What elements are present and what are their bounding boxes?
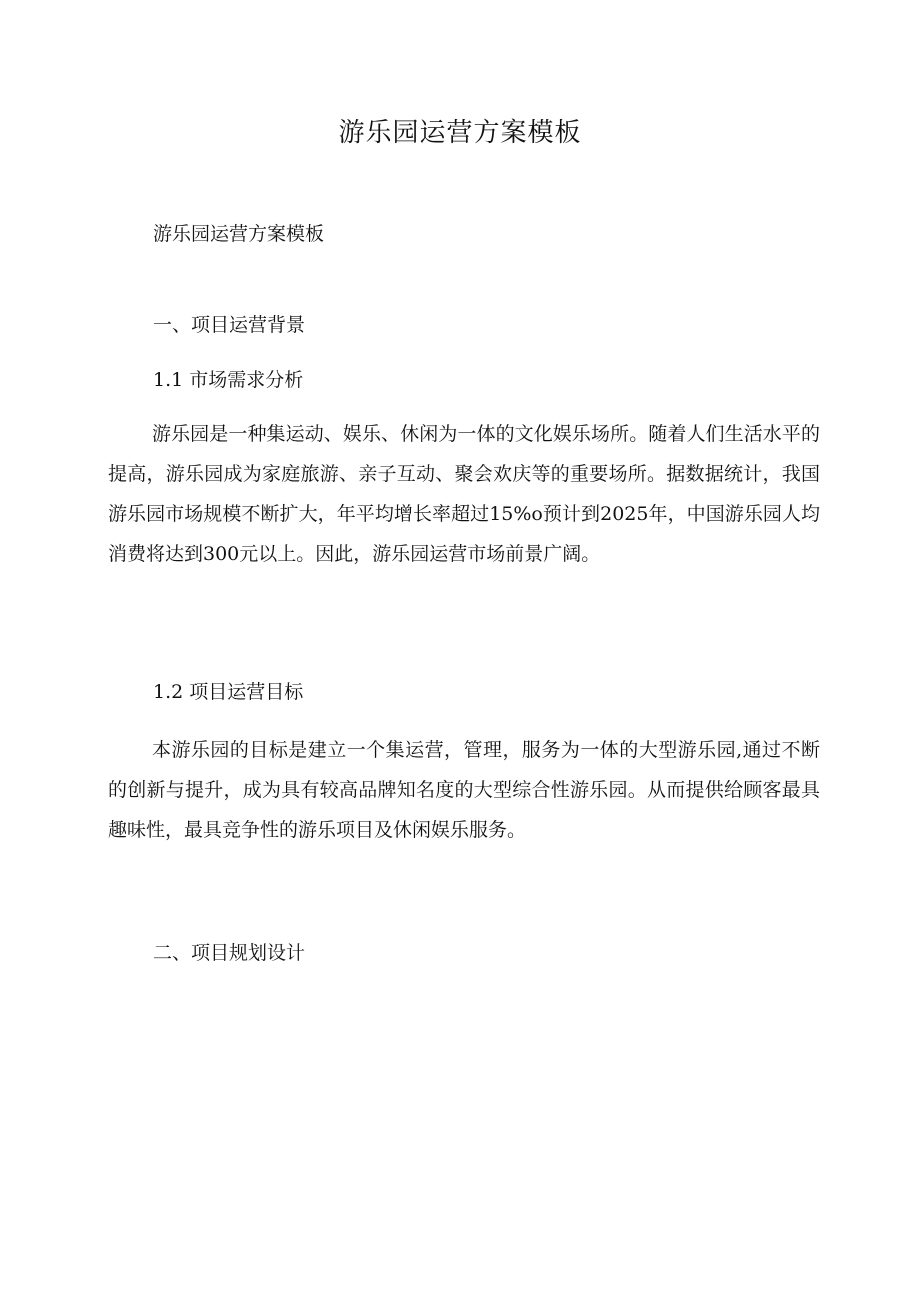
section-2-heading: 二、项目规划设计 [153, 942, 306, 964]
section-1-2-heading: 1.2 项目运营目标 [153, 681, 304, 703]
section-1-1-body: 游乐园是一种集运动、娱乐、休闲为一体的文化娱乐场所。随着人们生活水平的提高，游乐园成为家庭旅游、亲子互动、聚会欢庆等的重要场所。据数据统计，我国游乐园市场规模不断扩大，年平均增长率超过15%o预计到2025年，中国游乐园人均消费将达到300元以上。因此，游乐园运营市场前景广阔。 [108, 423, 820, 565]
section-1-1-heading: 1.1 市场需求分析 [153, 369, 304, 391]
document-subtitle: 游乐园运营方案模板 [153, 223, 325, 245]
document-title: 游乐园运营方案模板 [338, 118, 582, 148]
section-1-heading: 一、项目运营背景 [153, 314, 306, 336]
section-1-2-body: 本游乐园的目标是建立一个集运营，管理，服务为一体的大型游乐园,通过不断的创新与提升，成为具有较高品牌知名度的大型综合性游乐园。从而提供给顾客最具趣味性，最具竞争性的游乐项目及休闲娱乐服务。 [108, 739, 820, 841]
